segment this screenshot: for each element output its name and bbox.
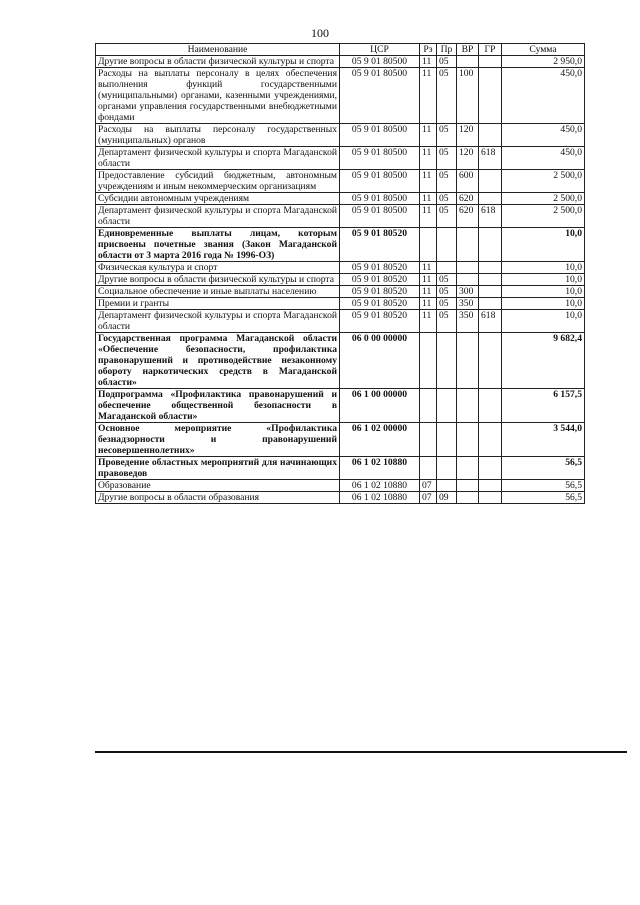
cell-gr	[479, 274, 502, 286]
cell-vr	[457, 492, 479, 504]
header-sum: Сумма	[502, 44, 585, 56]
cell-name: Департамент физической культуры и спорта Магаданской области	[96, 147, 340, 170]
table-row	[96, 492, 585, 504]
cell-csr: 05 9 01 80500	[340, 193, 420, 205]
cell-name: Подпрограмма «Профилактика правонарушений и обеспечение общественной безопасности в Магаданской области»	[96, 389, 340, 423]
cell-pr: 05	[437, 147, 457, 170]
cell-rz: 11	[420, 68, 437, 124]
cell-pr: 05	[437, 124, 457, 147]
cell-vr: 100	[457, 68, 479, 124]
table-row	[96, 147, 585, 170]
footer-divider	[95, 751, 627, 753]
cell-vr	[457, 480, 479, 492]
cell-name: Физическая культура и спорт	[96, 262, 340, 274]
cell-rz: 11	[420, 286, 437, 298]
cell-pr	[437, 457, 457, 480]
cell-pr	[437, 423, 457, 457]
cell-pr: 05	[437, 205, 457, 228]
cell-vr: 350	[457, 298, 479, 310]
cell-gr	[479, 262, 502, 274]
cell-csr: 05 9 01 80500	[340, 205, 420, 228]
cell-gr	[479, 170, 502, 193]
header-gr: ГР	[479, 44, 502, 56]
cell-csr: 05 9 01 80500	[340, 56, 420, 68]
table-row	[96, 423, 585, 457]
cell-rz: 11	[420, 298, 437, 310]
cell-sum: 56,5	[502, 457, 585, 480]
cell-vr	[457, 333, 479, 389]
table-row	[96, 310, 585, 333]
cell-name: Другие вопросы в области физической культуры и спорта	[96, 56, 340, 68]
cell-pr: 05	[437, 310, 457, 333]
cell-gr	[479, 286, 502, 298]
cell-name: Социальное обеспечение и иные выплаты населению	[96, 286, 340, 298]
table-row	[96, 333, 585, 389]
cell-csr: 06 1 00 00000	[340, 389, 420, 423]
cell-name: Другие вопросы в области образования	[96, 492, 340, 504]
header-rz: Рз	[420, 44, 437, 56]
table-row	[96, 298, 585, 310]
cell-sum: 3 544,0	[502, 423, 585, 457]
cell-rz: 11	[420, 262, 437, 274]
table-row	[96, 170, 585, 193]
cell-name: Проведение областных мероприятий для начинающих правоведов	[96, 457, 340, 480]
cell-gr	[479, 68, 502, 124]
cell-name: Образование	[96, 480, 340, 492]
cell-gr	[479, 193, 502, 205]
table-row	[96, 286, 585, 298]
cell-sum: 450,0	[502, 147, 585, 170]
cell-gr	[479, 298, 502, 310]
cell-gr	[479, 389, 502, 423]
cell-name: Другие вопросы в области физической культуры и спорта	[96, 274, 340, 286]
cell-gr	[479, 492, 502, 504]
cell-gr	[479, 457, 502, 480]
cell-sum: 10,0	[502, 298, 585, 310]
cell-vr	[457, 228, 479, 262]
cell-pr: 05	[437, 298, 457, 310]
cell-vr	[457, 423, 479, 457]
header-vr: ВР	[457, 44, 479, 56]
cell-sum: 10,0	[502, 310, 585, 333]
cell-gr	[479, 333, 502, 389]
cell-pr	[437, 389, 457, 423]
cell-name: Основное мероприятие «Профилактика безнадзорности и правонарушений несовершеннолетних»	[96, 423, 340, 457]
cell-name: Предоставление субсидий бюджетным, автономным учреждениям и иным некоммерческим организациям	[96, 170, 340, 193]
table-row	[96, 68, 585, 124]
cell-csr: 05 9 01 80520	[340, 298, 420, 310]
cell-rz	[420, 423, 437, 457]
cell-pr: 05	[437, 170, 457, 193]
cell-pr: 05	[437, 286, 457, 298]
cell-sum: 9 682,4	[502, 333, 585, 389]
cell-rz: 11	[420, 310, 437, 333]
cell-name: Департамент физической культуры и спорта Магаданской области	[96, 205, 340, 228]
cell-rz: 07	[420, 492, 437, 504]
cell-vr: 120	[457, 147, 479, 170]
table-row	[96, 56, 585, 68]
cell-rz: 11	[420, 56, 437, 68]
cell-rz	[420, 389, 437, 423]
cell-csr: 05 9 01 80500	[340, 147, 420, 170]
cell-gr	[479, 423, 502, 457]
cell-sum: 2 500,0	[502, 205, 585, 228]
cell-pr: 05	[437, 193, 457, 205]
cell-vr: 350	[457, 310, 479, 333]
cell-rz: 07	[420, 480, 437, 492]
table-row	[96, 124, 585, 147]
header-csr: ЦСР	[340, 44, 420, 56]
cell-pr: 09	[437, 492, 457, 504]
cell-csr: 05 9 01 80520	[340, 286, 420, 298]
header-pr: Пр	[437, 44, 457, 56]
cell-vr	[457, 389, 479, 423]
cell-sum: 2 950,0	[502, 56, 585, 68]
cell-sum: 450,0	[502, 68, 585, 124]
cell-name: Расходы на выплаты персоналу в целях обеспечения выполнения функций государственными (муниципальными) органами, казенными учреждениями, органами управления государственными внебюджетными фондами	[96, 68, 340, 124]
cell-vr	[457, 457, 479, 480]
cell-pr	[437, 333, 457, 389]
cell-gr: 618	[479, 147, 502, 170]
cell-csr: 05 9 01 80500	[340, 68, 420, 124]
cell-vr: 300	[457, 286, 479, 298]
table-row	[96, 480, 585, 492]
cell-csr: 06 1 02 00000	[340, 423, 420, 457]
cell-csr: 06 1 02 10880	[340, 457, 420, 480]
cell-pr	[437, 228, 457, 262]
cell-name: Департамент физической культуры и спорта Магаданской области	[96, 310, 340, 333]
cell-rz: 11	[420, 205, 437, 228]
cell-csr: 05 9 01 80500	[340, 124, 420, 147]
cell-rz: 11	[420, 193, 437, 205]
cell-rz: 11	[420, 124, 437, 147]
cell-csr: 05 9 01 80520	[340, 228, 420, 262]
table-row	[96, 228, 585, 262]
cell-name: Государственная программа Магаданской области «Обеспечение безопасности, профилактика правонарушений и противодействие незаконному обороту наркотических средств в Магаданской области»	[96, 333, 340, 389]
cell-rz	[420, 228, 437, 262]
cell-csr: 05 9 01 80520	[340, 310, 420, 333]
cell-sum: 10,0	[502, 228, 585, 262]
cell-sum: 450,0	[502, 124, 585, 147]
header-name: Наименование	[96, 44, 340, 56]
table-row	[96, 262, 585, 274]
cell-sum: 10,0	[502, 262, 585, 274]
cell-gr	[479, 480, 502, 492]
cell-rz: 11	[420, 147, 437, 170]
cell-csr: 05 9 01 80520	[340, 262, 420, 274]
cell-vr: 620	[457, 205, 479, 228]
cell-pr: 05	[437, 68, 457, 124]
cell-sum: 10,0	[502, 274, 585, 286]
cell-csr: 05 9 01 80500	[340, 170, 420, 193]
cell-gr	[479, 56, 502, 68]
cell-csr: 06 1 02 10880	[340, 480, 420, 492]
table-row	[96, 274, 585, 286]
cell-sum: 56,5	[502, 492, 585, 504]
cell-vr	[457, 262, 479, 274]
cell-csr: 06 1 02 10880	[340, 492, 420, 504]
cell-pr: 05	[437, 56, 457, 68]
budget-table	[95, 43, 585, 504]
table-row	[96, 193, 585, 205]
table-row	[96, 389, 585, 423]
cell-sum: 2 500,0	[502, 170, 585, 193]
cell-vr: 600	[457, 170, 479, 193]
table-header-row	[96, 44, 585, 56]
cell-sum: 56,5	[502, 480, 585, 492]
cell-gr: 618	[479, 205, 502, 228]
cell-vr	[457, 56, 479, 68]
cell-vr	[457, 274, 479, 286]
cell-rz	[420, 457, 437, 480]
cell-name: Расходы на выплаты персоналу государственных (муниципальных) органов	[96, 124, 340, 147]
cell-gr	[479, 124, 502, 147]
table-row	[96, 205, 585, 228]
cell-gr	[479, 228, 502, 262]
cell-sum: 2 500,0	[502, 193, 585, 205]
cell-rz	[420, 333, 437, 389]
cell-vr: 620	[457, 193, 479, 205]
cell-vr: 120	[457, 124, 479, 147]
table-row	[96, 457, 585, 480]
cell-name: Премии и гранты	[96, 298, 340, 310]
cell-name: Единовременные выплаты лицам, которым присвоены почетные звания (Закон Магаданской области от 3 марта 2016 года № 1996-ОЗ)	[96, 228, 340, 262]
cell-csr: 06 0 00 00000	[340, 333, 420, 389]
cell-sum: 6 157,5	[502, 389, 585, 423]
cell-csr: 05 9 01 80520	[340, 274, 420, 286]
cell-name: Субсидии автономным учреждениям	[96, 193, 340, 205]
page-number: 100	[311, 26, 329, 40]
cell-pr	[437, 480, 457, 492]
cell-pr: 05	[437, 274, 457, 286]
cell-rz: 11	[420, 274, 437, 286]
table-body	[96, 56, 585, 504]
cell-pr	[437, 262, 457, 274]
cell-sum: 10,0	[502, 286, 585, 298]
cell-rz: 11	[420, 170, 437, 193]
cell-gr: 618	[479, 310, 502, 333]
